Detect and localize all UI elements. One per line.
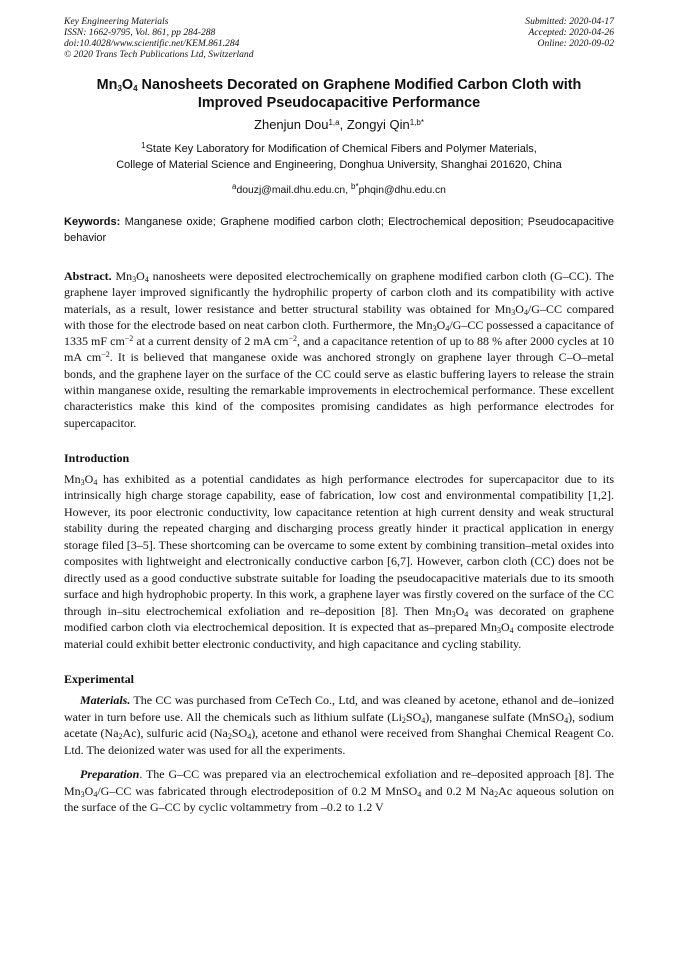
email-link[interactable]: douzj@mail.dhu.edu.cn,: [236, 185, 351, 196]
submitted-date: Submitted: 2020-04-17: [525, 16, 614, 27]
paper-title: $Mn_3O_4$ Nanosheets Decorated on Graphene Modified Carbon Cloth with Improved Pseudocapacitive Performance: [96, 77, 582, 111]
dates-info: [525, 16, 614, 60]
doi: doi:10.4028/www.scientific.net/KEM.861.284: [64, 38, 240, 49]
abstract: Abstract. $Mn_3O_4$ nanosheets were deposited electrochemically on graphene modified carbon cloth (G–CC). The graphene layer improved significantly the hydrophilic property of carbon cloth and its compatibility with active materials, as a result, lower resistance and better structural stability was obtained for $Mn_3O_4/G-CC$ compared with those for the electrode based on neat carbon cloth. Furthermore, the $Mn_3O_4/G-CC$ possessed a capacitance of 1335 mF $cm^{-2}$ at a current density of 2 mA $cm^{-2}$, and a capacitance retention of up to 88 % after 2000 cycles at 10 mA $cm^{-2}$. It is believed that manganese oxide was anchored strongly on graphene layer through C–O–metal bonds, and the graphene layer on the surface of the CC could serve as elastic buffering layers to release the strain within manganese oxide, resulting the remarkable improvements in electrochemical performance. These excellent characteristics make this kind of the composites promising candidates as high performance electrodes for supercapacitor.: [64, 269, 615, 430]
materials-paragraph: Materials. The CC was purchased from CeTech Co., Ltd, and was cleaned by acetone, ethanol and de–ionized water in turn before use. All the chemicals such as lithium sulfate $(Li_2SO_4)$, manganese sulfate (MnSO$_4$), sodium acetate $(Na_2Ac)$, sulfuric acid $(Na_2SO_4)$, acetone and ethanol were received from Shanghai Chemical Reagent Co. Ltd. The deionized water was used for all the experiments.: [64, 693, 615, 757]
author-emails: $^a$douzj@mail.dhu.edu.cn, $^{b*}$phqin@dhu.edu.cn: [232, 182, 446, 196]
journal-info: [64, 16, 254, 60]
header-meta: [64, 16, 614, 60]
section-heading-introduction: Introduction: [64, 450, 130, 465]
preparation-paragraph: Preparation. The G–CC was prepared via an electrochemical exfoliation and re–deposited approach [8]. The $Mn_3O_4/G-CC$ was fabricated through electrodeposition of 0.2 M MnSO$_4$ and 0.2 M $Na_2Ac$ aqueous solution on the surface of the G–CC by cyclic voltammetry from –0.2 to 1.2 V: [64, 767, 614, 815]
affiliation: $^1$State Key Laboratory for Modification of Chemical Fibers and Polymer Materials, College of Material Science and Engineering, Donghua University, Shanghai 201620, China: [116, 141, 562, 171]
accepted-date: Accepted: 2020-04-26: [528, 27, 614, 38]
keywords: Keywords: Manganese oxide; Graphene modified carbon cloth; Electrochemical deposition; Pseudocapacitive behavior: [64, 216, 614, 244]
section-heading-experimental: Experimental: [64, 672, 134, 687]
journal-name: Key Engineering Materials: [64, 16, 169, 27]
online-date: Online: 2020-09-02: [537, 38, 614, 49]
author-name: Zhenjun Dou: [254, 117, 329, 132]
copyright: © 2020 Trans Tech Publications Ltd, Switzerland: [64, 49, 254, 60]
introduction-paragraph: $Mn_3O_4$ has exhibited as a potential candidates as high performance electrodes for supercapacitor due to its intrinsically high charge storage capability, ease of fabrication, low cost and environmental compatibility [1,2]. However, its poor electronic conductivity, low capacitance retention at high current density and weak structural stability during the repeated charging and discharging process greatly hinder it practical application in energy storage filed [3–5]. These shortcoming can be overcame to some extent by combining transition–metal oxides into composites with lightweight and electronically conductive carbon [6,7]. However, carbon cloth (CC) does not be directly used as a good conductive substrate suitable for loading the pseudocapacitive materials due to its smooth surface and high hydrophobic property. In this work, a graphene layer was firstly covered on the surface of the CC through in–situ electrochemical exfoliation and re–deposition [8]. Then $Mn_3O_4$ was decorated on graphene modified carbon cloth via electrochemical deposition. It is expected that as–prepared $Mn_3O_4$ composite electrode material could exhibit better electronic conductivity, and high capacitance and cycling stability.: [64, 471, 614, 651]
author-name: Zongyi Qin: [346, 117, 410, 132]
issn: ISSN: 1662-9795, Vol. 861, pp 284-288: [64, 27, 216, 38]
author-list: Zhenjun Dou$^{1,a}$, Zongyi Qin$^{1,b*}$: [254, 117, 424, 132]
email-link[interactable]: phqin@dhu.edu.cn: [358, 185, 446, 196]
